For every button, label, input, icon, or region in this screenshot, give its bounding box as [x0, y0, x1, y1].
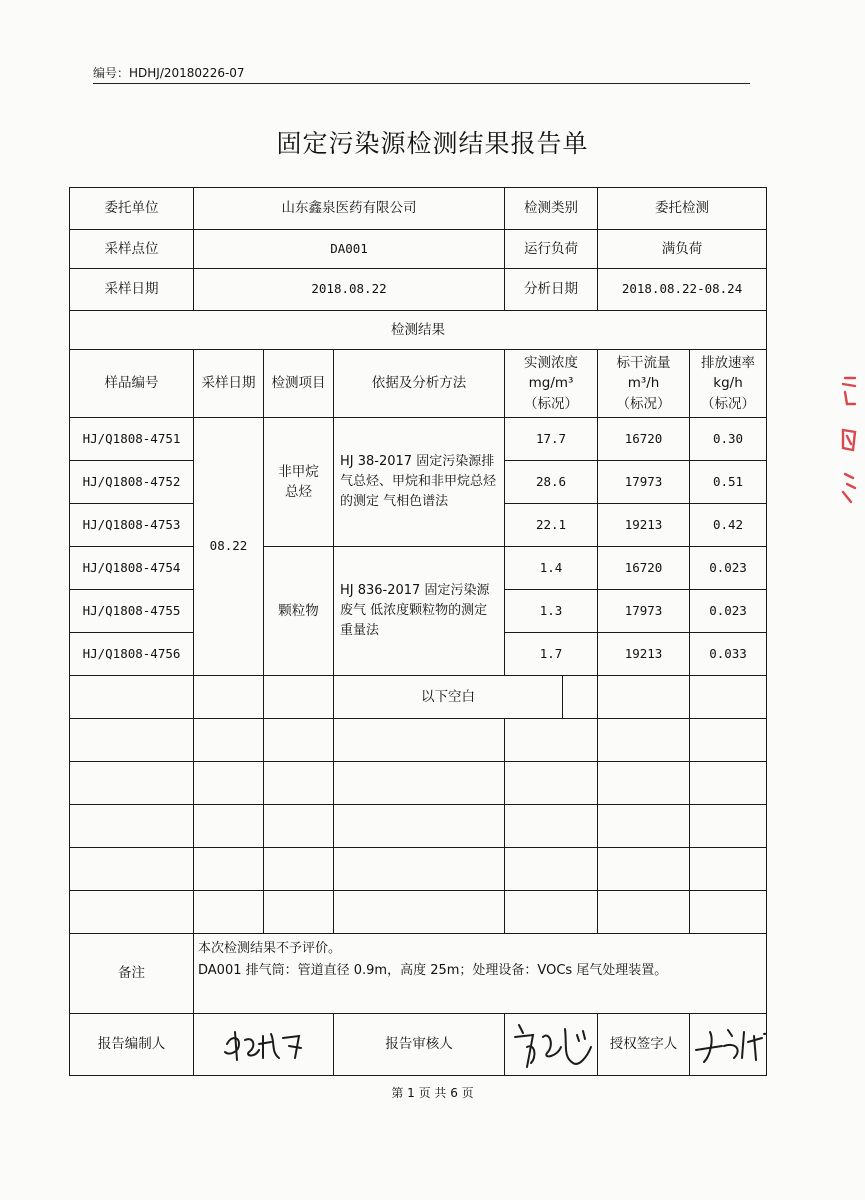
info-row-dates	[70, 269, 767, 311]
concentration-cell: 17.7	[505, 418, 598, 461]
rate-cell: 0.42	[690, 504, 767, 547]
rate-cell: 0.033	[690, 633, 767, 676]
table-row	[70, 547, 767, 590]
item-cell-particulate: 颗粒物	[264, 547, 334, 676]
col-rate-line1: 排放速率	[701, 355, 756, 372]
concentration-cell: 1.4	[505, 547, 598, 590]
table-row	[70, 418, 767, 461]
analysis-date-value: 2018.08.22-08.24	[598, 269, 767, 311]
results-header-row	[70, 350, 767, 418]
empty-cell	[563, 676, 598, 719]
col-flow-line1: 标干流量	[616, 355, 671, 372]
col-rate	[690, 350, 767, 418]
empty-row	[70, 891, 767, 934]
item-cell-nmhc	[264, 418, 334, 547]
document-number	[93, 64, 750, 84]
empty-row	[70, 805, 767, 848]
client-value: 山东鑫泉医药有限公司	[194, 188, 505, 230]
results-title-row	[70, 311, 767, 350]
load-label: 运行负荷	[505, 230, 598, 269]
concentration-cell: 1.3	[505, 590, 598, 633]
rate-cell: 0.023	[690, 547, 767, 590]
reviewer-label: 报告审核人	[334, 1014, 505, 1076]
point-label: 采样点位	[70, 230, 194, 269]
results-section-title: 检测结果	[70, 311, 767, 350]
concentration-cell: 22.1	[505, 504, 598, 547]
report-title: 固定污染源检测结果报告单	[276, 129, 589, 158]
col-item: 检测项目	[264, 350, 334, 418]
signature-row	[70, 1014, 767, 1076]
authorizer-signature	[690, 1014, 767, 1076]
handwritten-signature-authorizer	[692, 1020, 767, 1070]
col-flow-line2: m³/h	[627, 375, 660, 392]
red-stamp-fragment	[817, 370, 857, 530]
flow-cell: 16720	[598, 547, 690, 590]
report-table	[69, 187, 767, 1076]
method-cell-particulate: HJ 836-2017 固定污染源废气 低浓度颗粒物的测定 重量法	[334, 547, 505, 676]
rate-cell: 0.023	[690, 590, 767, 633]
item-nmhc-line1: 非甲烷	[278, 463, 319, 480]
empty-row	[70, 762, 767, 805]
client-label: 委托单位	[70, 188, 194, 230]
concentration-cell: 28.6	[505, 461, 598, 504]
info-row-point	[70, 230, 767, 269]
remarks-text	[194, 934, 767, 1014]
authorizer-label: 授权签字人	[598, 1014, 690, 1076]
col-flow	[598, 350, 690, 418]
col-sample-no: 样品编号	[70, 350, 194, 418]
method-cell-nmhc: HJ 38-2017 固定污染源排气总烃、甲烷和非甲烷总烃的测定 气相色谱法	[334, 418, 505, 547]
flow-cell: 19213	[598, 504, 690, 547]
preparer-label: 报告编制人	[70, 1014, 194, 1076]
sample-no-cell: HJ/Q1808-4753	[70, 504, 194, 547]
col-rate-line2: kg/h	[713, 375, 743, 392]
sample-date-value: 2018.08.22	[194, 269, 505, 311]
col-conc-line1: 实测浓度	[524, 355, 579, 372]
empty-cell	[690, 676, 767, 719]
remarks-line2: DA001 排气筒：管道直径 0.9m，高度 25m；处理设备：VOCs 尾气处理装置。	[198, 963, 668, 979]
sample-no-cell: HJ/Q1808-4754	[70, 547, 194, 590]
empty-row	[70, 719, 767, 762]
remarks-label: 备注	[70, 934, 194, 1014]
col-rate-line3: （标况）	[701, 395, 756, 412]
col-conc-line3: （标况）	[524, 395, 579, 412]
col-concentration	[505, 350, 598, 418]
blank-note-row	[70, 676, 767, 719]
col-method: 依据及分析方法	[334, 350, 505, 418]
doc-no-value: HDHJ/20180226-07	[129, 66, 245, 80]
empty-cell	[194, 676, 264, 719]
col-date: 采样日期	[194, 350, 264, 418]
rate-cell: 0.30	[690, 418, 767, 461]
sampling-date-cell: 08.22	[194, 418, 264, 676]
sample-no-cell: HJ/Q1808-4755	[70, 590, 194, 633]
empty-row	[70, 848, 767, 891]
handwritten-signature-reviewer	[507, 1017, 597, 1073]
col-flow-line3: （标况）	[616, 395, 671, 412]
type-label: 检测类别	[505, 188, 598, 230]
doc-no-label: 编号：	[93, 66, 130, 80]
load-value: 满负荷	[598, 230, 767, 269]
handwritten-signature-preparer	[209, 1022, 319, 1068]
blank-note: 以下空白	[334, 676, 563, 719]
concentration-cell: 1.7	[505, 633, 598, 676]
rate-cell: 0.51	[690, 461, 767, 504]
page-footer: 第 1 页 共 6 页	[391, 1086, 474, 1100]
info-row-client	[70, 188, 767, 230]
sample-no-cell: HJ/Q1808-4756	[70, 633, 194, 676]
reviewer-signature	[505, 1014, 598, 1076]
sample-date-label: 采样日期	[70, 269, 194, 311]
preparer-signature	[194, 1014, 334, 1076]
remarks-row	[70, 934, 767, 1014]
analysis-date-label: 分析日期	[505, 269, 598, 311]
sample-no-cell: HJ/Q1808-4751	[70, 418, 194, 461]
flow-cell: 17973	[598, 590, 690, 633]
col-conc-line2: mg/m³	[528, 375, 574, 392]
sample-no-cell: HJ/Q1808-4752	[70, 461, 194, 504]
flow-cell: 17973	[598, 461, 690, 504]
item-nmhc-line2: 总烃	[285, 484, 312, 500]
flow-cell: 19213	[598, 633, 690, 676]
remarks-line1: 本次检测结果不予评价。	[198, 941, 342, 956]
type-value: 委托检测	[598, 188, 767, 230]
flow-cell: 16720	[598, 418, 690, 461]
empty-cell	[598, 676, 690, 719]
empty-cell	[264, 676, 334, 719]
point-value: DA001	[194, 230, 505, 269]
empty-cell	[70, 676, 194, 719]
